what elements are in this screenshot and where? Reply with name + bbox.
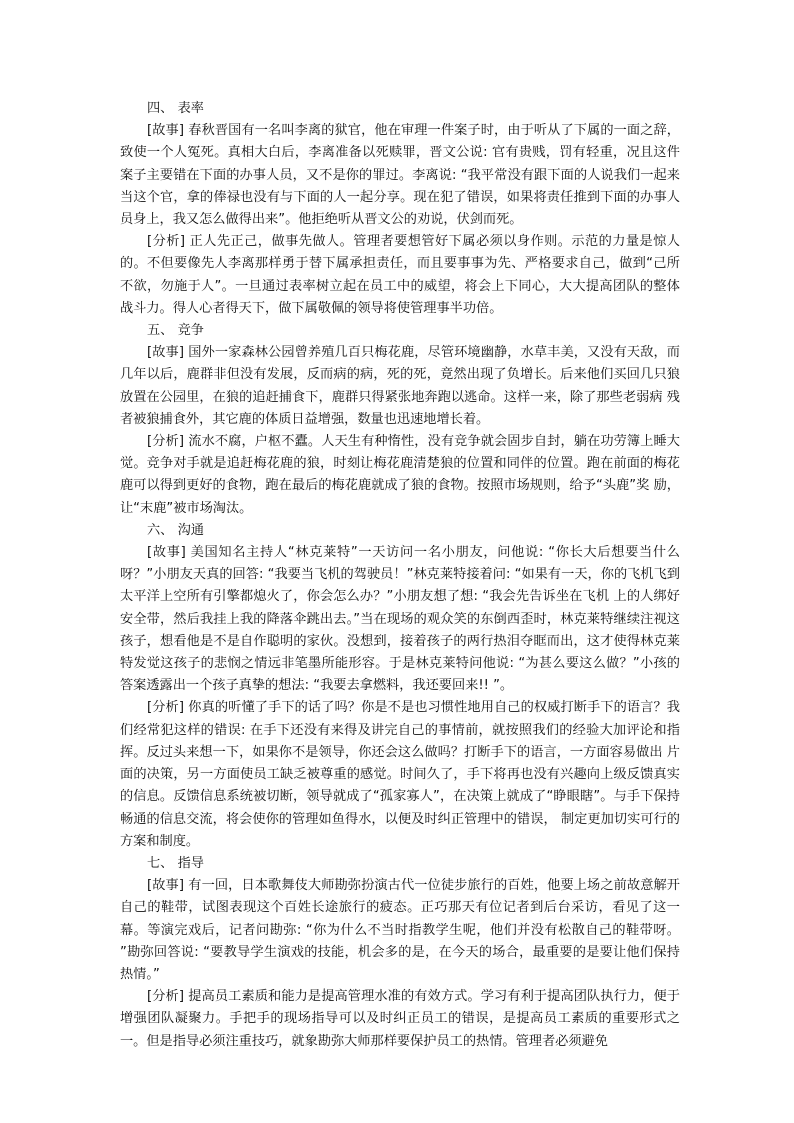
document-page — [120, 98, 680, 1053]
section-heading: 五、 竞争 — [147, 323, 204, 339]
story-paragraph: [故事] 国外一家森林公园曾养殖几百只梅花鹿，尽管环境幽静，水草丰美，又没有天敌，而几年以后，鹿群非但没有发展，反而病的病，死的死，竟然出现了负增长。后来他们买回几只狼放置在公园里，在狼的追赶捕食下，鹿群只得紧张地奔跑以逃命。这样一来，除了那些老弱病 残者被狼捕食外，其它鹿的体质日益增强，数量也迅速地增长着。 — [120, 345, 680, 427]
section-heading: 四、 表率 — [147, 101, 204, 116]
story-paragraph: [故事] 美国知名主持人“林克莱特”一天访问一名小朋友，问他说: “你长大后想要当什么呀？”小朋友天真的回答: “我要当飞机的驾驶员！”林克莱特接着问: “如果有一天，你的飞机飞到太平洋上空所有引擎都熄火了，你会怎么办？”小朋友想了想: “我会先告诉坐在飞机 上的人绑好安全带，然后我挂上我的降落伞跳出去。”当在现场的观众笑的东倒西歪时，林克莱特继续注视这孩子，想看他是不是自作聪明的家伙。没想到，接着孩子的两行热泪夺眶而出，这才使得林克莱特发觉这孩子的悲悯之情远非笔墨所能形容。于是林克莱特问他说: “为甚么要这么做？”小孩的答案透露出一个孩子真挚的想法: “我要去拿燃料，我还要回来!! ”。 — [120, 545, 680, 694]
analysis-paragraph: [分析] 提高员工素质和能力是提高管理水准的有效方式。学习有利于提高团队执行力，便于增强团队凝聚力。手把手的现场指导可以及时纠正员工的错误，是提高员工素质的重要形式之一。但是指导必须注重技巧，就象勘弥大师那样要保护员工的热情。管理者必须避免 — [120, 989, 680, 1049]
section-heading: 六、 沟通 — [147, 522, 204, 538]
section-guidance — [120, 853, 680, 1053]
story-paragraph: [故事] 有一回，日本歌舞伎大师勘弥扮演古代一位徒步旅行的百姓，他要上场之前故意解开自己的鞋带，试图表现这个百姓长途旅行的疲态。正巧那天有位记者到后台采访，看见了这一幕。等演完戏后，记者问勘弥: “你为什么不当时指教学生呢，他们并没有松散自己的鞋带呀。 ”勘弥回答说: “要教导学生演戏的技能，机会多的是，在今天的场合，最重要的是要让他们保持热情。” — [120, 878, 680, 982]
analysis-paragraph: [分析] 正人先正己，做事先做人。管理者要想管好下属必须以身作则。示范的力量是惊人的。不但要像先人李离那样勇于替下属承担责任，而且要事事为先、严格要求自己，做到“己所不欲，勿施于人”。一旦通过表率树立起在员工中的威望，将会上下同心，大大提高团队的整体 战斗力。得人心者得天下，做下属敬佩的领导将使管理事半功倍。 — [120, 234, 680, 316]
section-competition — [120, 320, 680, 520]
section-leadership-by-example — [120, 98, 680, 320]
analysis-paragraph: [分析] 流水不腐，户枢不蠹。人天生有种惰性，没有竞争就会固步自封，躺在功劳簿上睡大觉。竞争对手就是追赶梅花鹿的狼，时刻让梅花鹿清楚狼的位置和同伴的位置。跑在前面的梅花鹿可以得到更好的食物，跑在最后的梅花鹿就成了狼的食物。按照市场规则，给予“头鹿”奖 励，让“末鹿”被市场淘汰。 — [120, 434, 680, 516]
section-communication — [120, 520, 680, 853]
analysis-paragraph: [分析] 你真的听懂了手下的话了吗？你是不是也习惯性地用自己的权威打断手下的语言？我们经常犯这样的错误: 在手下还没有来得及讲完自己的事情前，就按照我们的经验大加评论和指挥。反过头来想一下，如果你不是领导，你还会这么做吗？打断手下的语言，一方面容易做出 片面的决策，另一方面使员工缺乏被尊重的感觉。时间久了，手下将再也没有兴趣向上级反馈真实的信息。反馈信息系统被切断，领导就成了“孤家寡人”，在决策上就成了“睁眼瞎”。与手下保持畅通的信息交流，将会使你的管理如鱼得水，以便及时纠正管理中的错误， 制定更加切实可行的方案和制度。 — [120, 700, 680, 849]
story-paragraph: [故事] 春秋晋国有一名叫李离的狱官，他在审理一件案子时，由于听从了下属的一面之辞，致使一个人冤死。真相大白后，李离准备以死赎罪，晋文公说: 官有贵贱，罚有轻重，况且这件案子主要错在下面的办事人员，又不是你的罪过。李离说: “我平常没有跟下面的人说我们一起来当这个官，拿的俸禄也没有与下面的人一起分享。现在犯了错误，如果将责任推到下面的办事人员身上，我又怎么做得出来”。他拒绝听从晋文公的劝说，伏剑而死。 — [120, 123, 680, 228]
section-heading: 七、 指导 — [147, 855, 204, 871]
